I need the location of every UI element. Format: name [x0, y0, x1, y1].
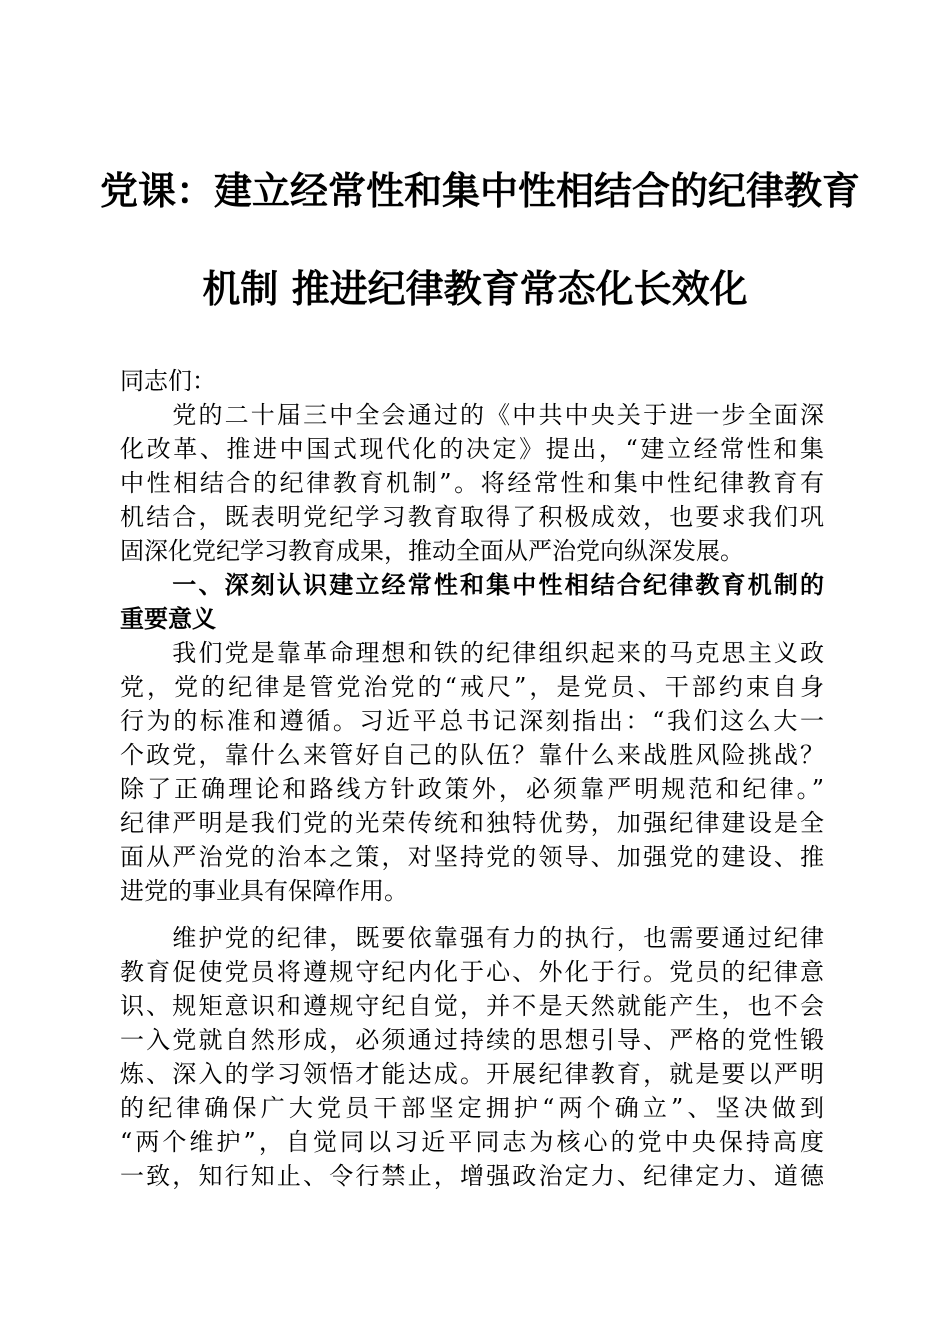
paragraph-line: 教育促使党员将遵规守纪内化于心、外化于行。党员的纪律意: [120, 958, 824, 986]
document-body: [120, 364, 824, 1193]
paragraph-line: 中性相结合的纪律教育机制”。将经常性和集中性纪律教育有: [120, 469, 824, 497]
salutation: 同志们：: [120, 367, 216, 395]
paragraph-line: 固深化党纪学习教育成果，推动全面从严治党向纵深发展。: [120, 537, 744, 565]
paragraph-line: 面从严治党的治本之策，对坚持党的领导、加强党的建设、推: [120, 843, 824, 871]
paragraph-line: 一致，知行知止、令行禁止，增强政治定力、纪律定力、道德: [120, 1162, 824, 1190]
paragraph-line: 党的二十届三中全会通过的《中共中央关于进一步全面深: [120, 401, 824, 429]
paragraph-line: 纪律严明是我们党的光荣传统和独特优势，加强纪律建设是全: [120, 809, 824, 837]
paragraph-line: 化改革、推进中国式现代化的决定》提出，“建立经常性和集: [120, 435, 824, 463]
paragraph-line: 党，党的纪律是管党治党的“戒尺”，是党员、干部约束自身: [120, 673, 824, 701]
document-title-line-1: 党课：建立经常性和集中性相结合的纪律教育: [100, 168, 861, 213]
paragraph-line: 识、规矩意识和遵规守纪自觉，并不是天然就能产生，也不会: [120, 992, 824, 1020]
paragraph-line: “两个维护”，自觉同以习近平同志为核心的党中央保持高度: [120, 1128, 824, 1156]
paragraph-line: 一入党就自然形成，必须通过持续的思想引导、严格的党性锻: [120, 1026, 824, 1054]
paragraph-line: 进党的事业具有保障作用。: [120, 877, 408, 905]
paragraph-line: 个政党，靠什么来管好自己的队伍？靠什么来战胜风险挑战？: [120, 741, 824, 769]
paragraph-line: 行为的标准和遵循。习近平总书记深刻指出：“我们这么大一: [120, 707, 824, 735]
paragraph-line: 维护党的纪律，既要依靠强有力的执行，也需要通过纪律: [120, 924, 824, 952]
paragraph-line: 的纪律确保广大党员干部坚定拥护“两个确立”、坚决做到: [120, 1094, 824, 1122]
document-title-line-2: 机制 推进纪律教育常态化长效化: [202, 266, 748, 311]
paragraph-line: 除了正确理论和路线方针政策外，必须靠严明规范和纪律。”: [120, 775, 824, 803]
section-heading-line: 重要意义: [120, 604, 216, 633]
paragraph-gap: [120, 908, 824, 921]
paragraph-line: 炼、深入的学习领悟才能达成。开展纪律教育，就是要以严明: [120, 1060, 824, 1088]
section-heading-line: 一、深刻认识建立经常性和集中性相结合纪律教育机制的: [120, 570, 824, 599]
paragraph-line: 我们党是靠革命理想和铁的纪律组织起来的马克思主义政: [120, 639, 824, 667]
paragraph-line: 机结合，既表明党纪学习教育取得了积极成效，也要求我们巩: [120, 503, 824, 531]
body-paragraphs: [120, 398, 824, 1193]
